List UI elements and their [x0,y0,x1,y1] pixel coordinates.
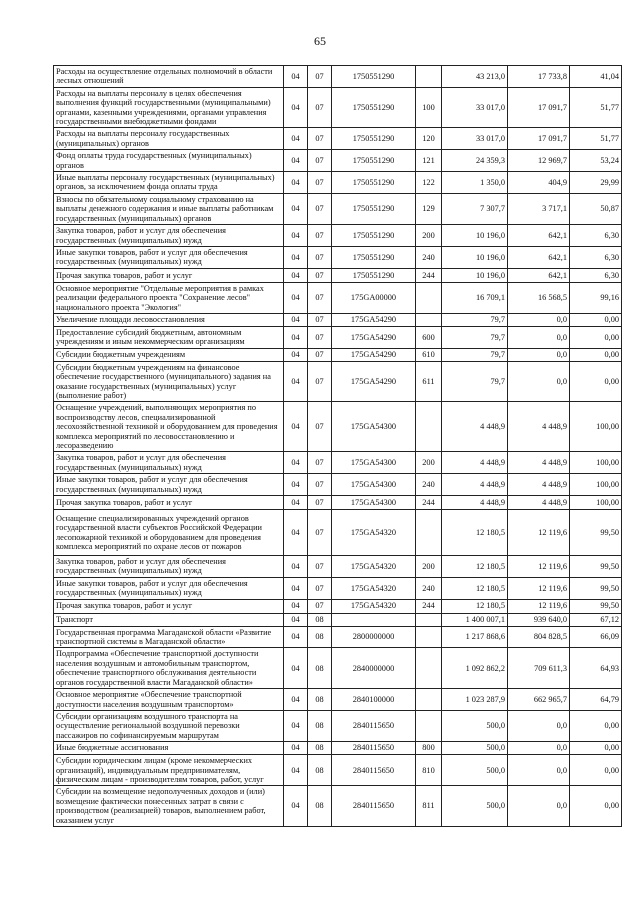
plan-amount: 500,0 [442,710,508,741]
section-code: 04 [284,689,308,711]
row-name: Увеличение площади лесовосстановления [54,313,284,326]
row-name: Расходы на выплаты персоналу государственных (муниципальных) органов [54,128,284,150]
section-code: 04 [284,326,308,348]
table-row [54,150,622,172]
expense-type-code: 240 [416,246,442,268]
actual-amount: 939 640,0 [508,613,570,626]
subsection-code: 08 [308,742,332,755]
execution-percent: 51,77 [570,128,622,150]
target-item-code: 1750551290 [332,66,416,88]
section-code: 04 [284,150,308,172]
subsection-code: 07 [308,66,332,88]
section-code: 04 [284,474,308,496]
target-item-code: 2840115650 [332,786,416,827]
actual-amount: 4 448,9 [508,496,570,510]
subsection-code: 07 [308,313,332,326]
expense-type-code: 240 [416,474,442,496]
subsection-code: 08 [308,626,332,648]
plan-amount: 500,0 [442,755,508,786]
subsection-code: 08 [308,613,332,626]
actual-amount: 662 965,7 [508,689,570,711]
plan-amount: 24 359,3 [442,150,508,172]
plan-amount: 1 023 287,9 [442,689,508,711]
section-code: 04 [284,510,308,556]
actual-amount: 17 733,8 [508,66,570,88]
execution-percent: 41,04 [570,66,622,88]
target-item-code: 175GA54290 [332,348,416,361]
plan-amount: 79,7 [442,361,508,402]
plan-amount: 4 448,9 [442,496,508,510]
row-name: Основное мероприятие «Обеспечение транспортной доступности населения воздушным транспортом» [54,689,284,711]
plan-amount: 12 180,5 [442,599,508,613]
target-item-code: 175GA54320 [332,556,416,578]
plan-amount: 1 350,0 [442,172,508,194]
subsection-code: 07 [308,496,332,510]
section-code: 04 [284,313,308,326]
execution-percent: 50,87 [570,193,622,224]
actual-amount: 17 091,7 [508,128,570,150]
plan-amount: 10 196,0 [442,246,508,268]
section-code: 04 [284,268,308,282]
execution-percent: 99,16 [570,282,622,313]
table-row [54,786,622,827]
table-row [54,689,622,711]
section-code: 04 [284,172,308,194]
execution-percent: 0,00 [570,710,622,741]
actual-amount: 0,0 [508,786,570,827]
target-item-code: 2800000000 [332,626,416,648]
actual-amount: 3 717,1 [508,193,570,224]
expense-type-code: 244 [416,496,442,510]
table-row [54,225,622,247]
plan-amount: 12 180,5 [442,510,508,556]
target-item-code: 1750551290 [332,246,416,268]
subsection-code: 07 [308,268,332,282]
table-row [54,402,622,452]
target-item-code: 2840100000 [332,689,416,711]
target-item-code: 175GA54300 [332,452,416,474]
expense-type-code [416,282,442,313]
execution-percent: 99,50 [570,577,622,599]
actual-amount: 709 611,3 [508,648,570,689]
section-code: 04 [284,599,308,613]
target-item-code: 175GA54320 [332,577,416,599]
plan-amount: 33 017,0 [442,87,508,128]
actual-amount: 0,0 [508,742,570,755]
target-item-code: 175GA54290 [332,326,416,348]
actual-amount: 0,0 [508,313,570,326]
row-name: Прочая закупка товаров, работ и услуг [54,496,284,510]
expense-type-code [416,510,442,556]
row-name: Иные закупки товаров, работ и услуг для обеспечения государственных (муниципальных) нужд [54,577,284,599]
expense-type-code [416,710,442,741]
section-code: 04 [284,87,308,128]
actual-amount: 0,0 [508,710,570,741]
expense-type-code: 129 [416,193,442,224]
target-item-code: 175GA54320 [332,599,416,613]
target-item-code: 2840000000 [332,648,416,689]
actual-amount: 4 448,9 [508,402,570,452]
expense-type-code: 600 [416,326,442,348]
actual-amount: 404,9 [508,172,570,194]
subsection-code: 08 [308,786,332,827]
expense-type-code: 611 [416,361,442,402]
actual-amount: 0,0 [508,326,570,348]
plan-amount: 4 448,9 [442,402,508,452]
row-name: Субсидии организациям воздушного транспорта на осуществление региональной воздушной перевозки пассажиров по софинансируемым маршрутам [54,710,284,741]
row-name: Иные закупки товаров, работ и услуг для обеспечения государственных (муниципальных) нужд [54,246,284,268]
plan-amount: 500,0 [442,742,508,755]
table-row [54,326,622,348]
row-name: Государственная программа Магаданской области «Развитие транспортной системы в Магаданской области» [54,626,284,648]
target-item-code: 175GA00000 [332,282,416,313]
target-item-code: 2840115650 [332,710,416,741]
subsection-code: 07 [308,474,332,496]
expense-type-code: 100 [416,87,442,128]
actual-amount: 0,0 [508,348,570,361]
expense-type-code: 200 [416,556,442,578]
execution-percent: 100,00 [570,402,622,452]
execution-percent: 99,50 [570,510,622,556]
section-code: 04 [284,128,308,150]
row-name: Транспорт [54,613,284,626]
actual-amount: 17 091,7 [508,87,570,128]
target-item-code: 175GA54290 [332,313,416,326]
section-code: 04 [284,193,308,224]
expense-type-code [416,613,442,626]
table-row [54,246,622,268]
plan-amount: 10 196,0 [442,225,508,247]
execution-percent: 67,12 [570,613,622,626]
section-code: 04 [284,361,308,402]
expense-type-code: 121 [416,150,442,172]
plan-amount: 1 217 868,6 [442,626,508,648]
plan-amount: 79,7 [442,326,508,348]
section-code: 04 [284,786,308,827]
row-name: Предоставление субсидий бюджетным, автономным учреждениям и иным некоммерческим организациям [54,326,284,348]
subsection-code: 07 [308,282,332,313]
execution-percent: 0,00 [570,313,622,326]
table-row [54,710,622,741]
plan-amount: 43 213,0 [442,66,508,88]
target-item-code: 1750551290 [332,128,416,150]
plan-amount: 79,7 [442,348,508,361]
table-row [54,474,622,496]
target-item-code: 175GA54290 [332,361,416,402]
table-row [54,193,622,224]
target-item-code: 1750551290 [332,225,416,247]
table-row [54,556,622,578]
table-row [54,648,622,689]
execution-percent: 0,00 [570,742,622,755]
row-name: Расходы на осуществление отдельных полномочий в области лесных отношений [54,66,284,88]
table-row [54,268,622,282]
execution-percent: 64,93 [570,648,622,689]
execution-percent: 100,00 [570,496,622,510]
section-code: 04 [284,755,308,786]
execution-percent: 53,24 [570,150,622,172]
row-name: Оснащение специализированных учреждений органов государственной власти субъектов Российской Федерации лесопожарной техникой и оборудованием для проведения комплекса мероприятий по охране лесов от пожаров [54,510,284,556]
execution-percent: 0,00 [570,755,622,786]
row-name: Иные выплаты персоналу государственных (муниципальных) органов, за исключением фонда оплаты труда [54,172,284,194]
row-name: Закупка товаров, работ и услуг для обеспечения государственных (муниципальных) нужд [54,556,284,578]
section-code: 04 [284,496,308,510]
section-code: 04 [284,225,308,247]
plan-amount: 1 092 862,2 [442,648,508,689]
actual-amount: 12 119,6 [508,556,570,578]
table-row [54,313,622,326]
target-item-code: 1750551290 [332,193,416,224]
row-name: Субсидии бюджетным учреждениям на финансовое обеспечение государственного (муниципального) задания на оказание государственных (муниципальных) услуг (выполнение работ) [54,361,284,402]
expense-type-code: 610 [416,348,442,361]
target-item-code: 175GA54300 [332,474,416,496]
row-name: Прочая закупка товаров, работ и услуг [54,599,284,613]
section-code: 04 [284,626,308,648]
expense-type-code: 240 [416,577,442,599]
execution-percent: 6,30 [570,225,622,247]
execution-percent: 6,30 [570,246,622,268]
expense-type-code [416,402,442,452]
section-code: 04 [284,402,308,452]
table-row [54,599,622,613]
subsection-code: 08 [308,648,332,689]
execution-percent: 99,50 [570,556,622,578]
target-item-code: 175GA54300 [332,402,416,452]
subsection-code: 07 [308,599,332,613]
expense-type-code: 200 [416,452,442,474]
table-row [54,755,622,786]
table-body [54,66,622,827]
plan-amount: 1 400 007,1 [442,613,508,626]
table-row [54,282,622,313]
target-item-code: 1750551290 [332,150,416,172]
expense-type-code [416,66,442,88]
subsection-code: 07 [308,326,332,348]
target-item-code: 1750551290 [332,172,416,194]
row-name: Оснащение учреждений, выполняющих мероприятия по воспроизводству лесов, специализированной лесохозяйственной техникой и оборудованием для проведения комплекса мероприятий по лесовосстановлению и лесоразведению [54,402,284,452]
subsection-code: 08 [308,689,332,711]
subsection-code: 08 [308,710,332,741]
expense-type-code: 811 [416,786,442,827]
page-number: 65 [314,34,326,48]
target-item-code: 2840115650 [332,755,416,786]
expense-type-code [416,313,442,326]
row-name: Подпрограмма «Обеспечение транспортной доступности населения воздушным и автомобильным транспортом, обеспечение транспортного обслуживания деятельности органов государственной власти Магаданской области» [54,648,284,689]
section-code: 04 [284,348,308,361]
execution-percent: 6,30 [570,268,622,282]
execution-percent: 100,00 [570,452,622,474]
expense-type-code: 800 [416,742,442,755]
target-item-code: 2840115650 [332,742,416,755]
subsection-code: 07 [308,150,332,172]
subsection-code: 07 [308,510,332,556]
subsection-code: 07 [308,402,332,452]
table-row [54,361,622,402]
subsection-code: 07 [308,225,332,247]
target-item-code: 175GA54320 [332,510,416,556]
table-row [54,172,622,194]
subsection-code: 07 [308,128,332,150]
subsection-code: 07 [308,193,332,224]
table-row [54,577,622,599]
actual-amount: 4 448,9 [508,452,570,474]
row-name: Основное мероприятие "Отдельные мероприятия в рамках реализации федерального проекта "Сохранение лесов" национального проекта "Экология" [54,282,284,313]
plan-amount: 4 448,9 [442,452,508,474]
section-code: 04 [284,66,308,88]
plan-amount: 7 307,7 [442,193,508,224]
execution-percent: 29,99 [570,172,622,194]
table-row [54,348,622,361]
section-code: 04 [284,246,308,268]
row-name: Расходы на выплаты персоналу в целях обеспечения выполнения функций государственными (муниципальными) органами, казенными учреждениями, органами управления государственными внебюджетными фондами [54,87,284,128]
subsection-code: 07 [308,87,332,128]
execution-percent: 100,00 [570,474,622,496]
execution-percent: 99,50 [570,599,622,613]
execution-percent: 0,00 [570,786,622,827]
table-row [54,66,622,88]
actual-amount: 4 448,9 [508,474,570,496]
row-name: Иные закупки товаров, работ и услуг для обеспечения государственных (муниципальных) нужд [54,474,284,496]
table-row [54,128,622,150]
actual-amount: 12 969,7 [508,150,570,172]
execution-percent: 0,00 [570,348,622,361]
actual-amount: 642,1 [508,225,570,247]
plan-amount: 33 017,0 [442,128,508,150]
plan-amount: 12 180,5 [442,577,508,599]
row-name: Прочая закупка товаров, работ и услуг [54,268,284,282]
expense-type-code [416,689,442,711]
subsection-code: 07 [308,348,332,361]
expense-type-code: 244 [416,268,442,282]
expense-type-code: 200 [416,225,442,247]
expense-type-code: 244 [416,599,442,613]
subsection-code: 07 [308,556,332,578]
expense-type-code: 120 [416,128,442,150]
actual-amount: 12 119,6 [508,577,570,599]
row-name: Субсидии юридическим лицам (кроме некоммерческих организаций), индивидуальным предпринимателям, физическим лицам - производителям товаров, работ, услуг [54,755,284,786]
row-name: Взносы по обязательному социальному страхованию на выплаты денежного содержания и иные выплаты работникам государственных (муниципальных) органов [54,193,284,224]
actual-amount: 12 119,6 [508,599,570,613]
section-code: 04 [284,577,308,599]
row-name: Иные бюджетные ассигнования [54,742,284,755]
plan-amount: 4 448,9 [442,474,508,496]
actual-amount: 12 119,6 [508,510,570,556]
plan-amount: 79,7 [442,313,508,326]
target-item-code [332,613,416,626]
actual-amount: 16 568,5 [508,282,570,313]
plan-amount: 16 709,1 [442,282,508,313]
execution-percent: 64,79 [570,689,622,711]
target-item-code: 1750551290 [332,268,416,282]
expense-type-code [416,626,442,648]
row-name: Фонд оплаты труда государственных (муниципальных) органов [54,150,284,172]
table-row [54,626,622,648]
subsection-code: 07 [308,172,332,194]
execution-percent: 51,77 [570,87,622,128]
section-code: 04 [284,556,308,578]
row-name: Субсидии бюджетным учреждениям [54,348,284,361]
actual-amount: 0,0 [508,755,570,786]
plan-amount: 500,0 [442,786,508,827]
execution-percent: 0,00 [570,326,622,348]
plan-amount: 12 180,5 [442,556,508,578]
table-row [54,742,622,755]
actual-amount: 642,1 [508,246,570,268]
section-code: 04 [284,710,308,741]
expense-type-code: 810 [416,755,442,786]
target-item-code: 1750551290 [332,87,416,128]
target-item-code: 175GA54300 [332,496,416,510]
actual-amount: 804 828,5 [508,626,570,648]
table-row [54,452,622,474]
section-code: 04 [284,648,308,689]
actual-amount: 0,0 [508,361,570,402]
plan-amount: 10 196,0 [442,268,508,282]
execution-percent: 0,00 [570,361,622,402]
execution-percent: 66,09 [570,626,622,648]
row-name: Закупка товаров, работ и услуг для обеспечения государственных (муниципальных) нужд [54,452,284,474]
subsection-code: 07 [308,361,332,402]
section-code: 04 [284,742,308,755]
expense-type-code: 122 [416,172,442,194]
row-name: Закупка товаров, работ и услуг для обеспечения государственных (муниципальных) нужд [54,225,284,247]
expense-type-code [416,648,442,689]
budget-table [53,65,622,827]
section-code: 04 [284,613,308,626]
subsection-code: 07 [308,246,332,268]
table-row [54,613,622,626]
subsection-code: 07 [308,577,332,599]
section-code: 04 [284,452,308,474]
section-code: 04 [284,282,308,313]
actual-amount: 642,1 [508,268,570,282]
row-name: Субсидии на возмещение недополученных доходов и (или) возмещение фактически понесенных затрат в связи с производством (реализацией) товаров, выполнением работ, оказанием услуг [54,786,284,827]
table-row [54,510,622,556]
table-row [54,496,622,510]
table-row [54,87,622,128]
subsection-code: 08 [308,755,332,786]
subsection-code: 07 [308,452,332,474]
